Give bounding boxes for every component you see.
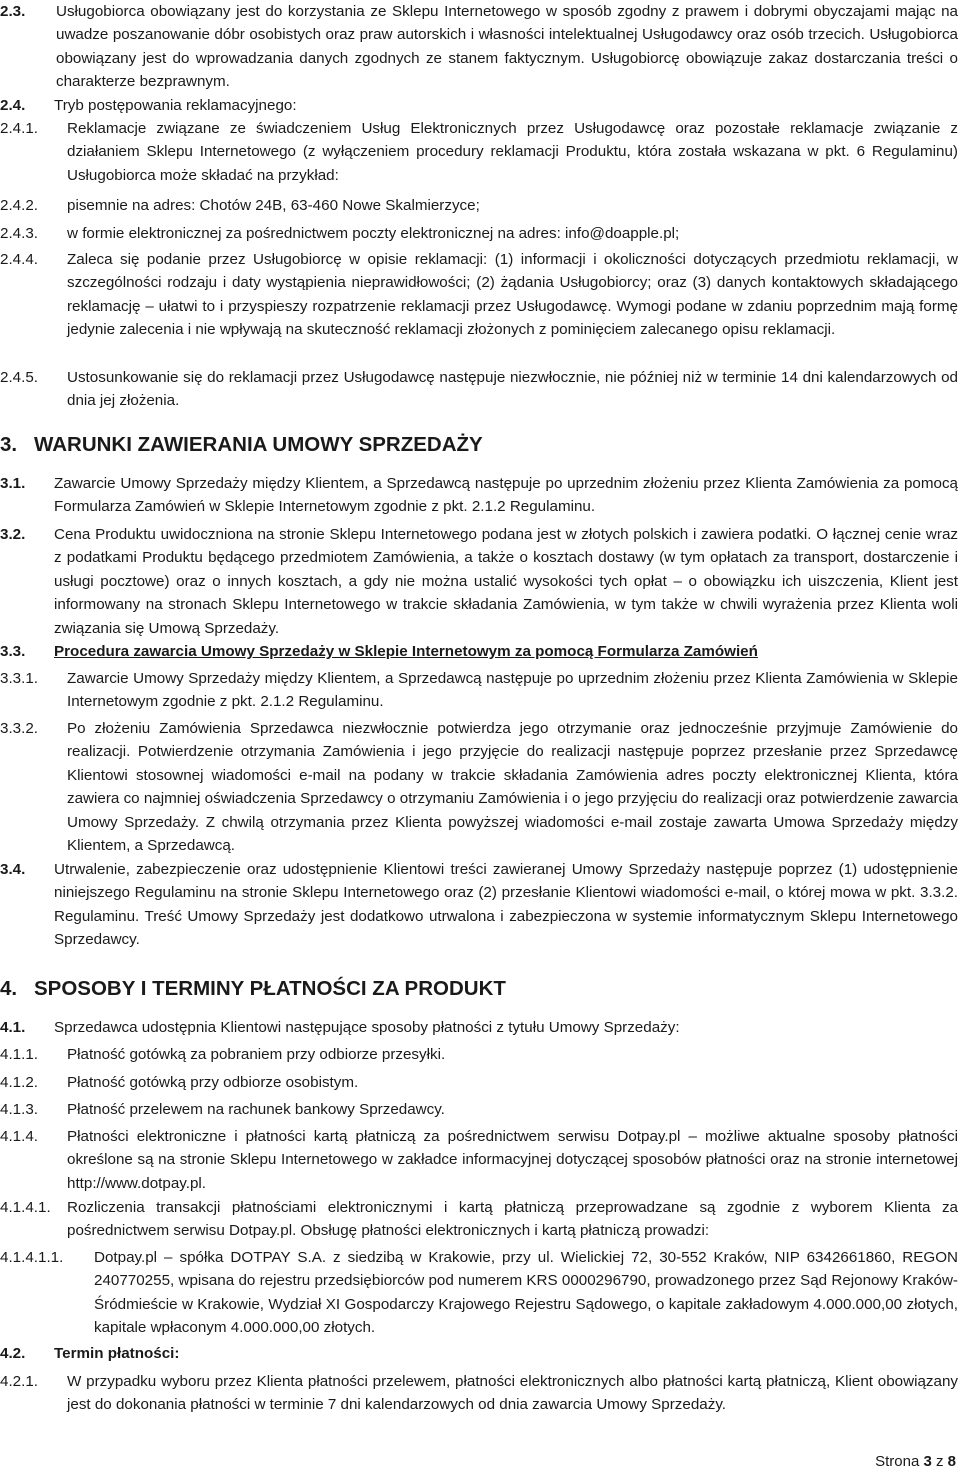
section-text: Rozliczenia transakcji płatnościami elektronicznymi i kartą płatniczą przeprowadzane są zgodnie z wyborem Klienta za pośrednictwem serwisu Dotpay.pl. Obsługę płatności elektronicznych i kartą płatniczą prowadzi: [67,1199,958,1240]
section-3-3-2 [0,717,960,857]
section-number: 2.3. [0,3,26,20]
section-4-2-1 [0,1370,960,1417]
section-text: Reklamacje związane ze świadczeniem Usług Elektronicznych przez Usługodawcę oraz pozostałe reklamacje związanie z działaniem Sklepu Internetowego (z wyłączeniem procedury reklamacji Produktu, która została wskazana w pkt. 6 Regulaminu) Usługobiorca może składać na przykład: [67,120,958,184]
section-2-4-1 [0,117,960,187]
section-text: pisemnie na adres: Chotów 24B, 63-460 Nowe Skalmierzyce; [67,197,480,214]
section-text: Zawarcie Umowy Sprzedaży między Klientem, a Sprzedawcą następuje po uprzednim złożeniu przez Klienta Zamówienia w Sklepie Internetowym zgodnie z pkt. 2.1.2 Regulaminu. [67,670,958,711]
section-4-2 [0,1342,960,1365]
section-number: 3.1. [0,475,26,492]
section-3-2 [0,523,960,640]
section-2-4 [0,94,960,117]
section-2-4-3 [0,222,960,245]
footer-separator: z [935,1453,944,1470]
section-4-1-4-1 [0,1196,960,1243]
section-4-1-4 [0,1125,960,1195]
section-4-1-3 [0,1098,960,1121]
heading-title: SPOSOBY I TERMINY PŁATNOŚCI ZA PRODUKT [34,977,506,1000]
section-text: Cena Produktu uwidoczniona na stronie Sklepu Internetowego podana jest w złotych polskich i zawiera podatki. O łącznej cenie wraz z podatkami Produktu będącego przedmiotem Zamówienia, a także o kosztach dostawy (w tym opłatach za transport, dostarczenie i usługi pocztowe) oraz o innych kosztach, a gdy nie można ustalić wysokości tych opłat – o obowiązku ich uiszczenia, Klient jest informowany na stronach Sklepu Internetowego w trakcie składania Zamówienia, w tym także w chwili wyrażenia przez Klienta woli związania się Umową Sprzedaży. [54,526,958,637]
section-3-3-1 [0,667,960,714]
section-number: 4.1.2. [0,1074,38,1091]
section-number: 3.4. [0,861,26,878]
section-text: Po złożeniu Zamówienia Sprzedawca niezwłocznie potwierdza jego otrzymanie oraz jednocześnie przyjmuje Zamówienie do realizacji. Potwierdzenie otrzymania Zamówienia i jego przyjęcie do realizacji następuje poprzez przesłanie przez Sprzedawcę Klientowi stosownej wiadomości e-mail na podany w trakcie składania Zamówienia adres poczty elektronicznej Klienta, która zawiera co najmniej oświadczenia Sprzedawcy o otrzymaniu Zamówienia i o jego przyjęciu do realizacji oraz potwierdzenie zawarcia Umowy Sprzedaży. Z chwilą otrzymania przez Klienta powyższej wiadomości e-mail zostaje zawarta Umowa Sprzedaży między Klientem, a Sprzedawcą. [67,720,958,855]
section-number: 3.3.2. [0,720,38,737]
section-text: Dotpay.pl – spółka DOTPAY S.A. z siedzibą w Krakowie, przy ul. Wielickiej 72, 30-552 Kraków, NIP 6342661860, REGON 240770255, wpisana do rejestru przedsiębiorców pod numerem KRS 0000296790, prowadzonego przez Sąd Rejonowy Kraków-Śródmieście w Krakowie, Wydział XI Gospodarczy Krajowego Rejestru Sądowego, o kapitale zakładowym 4.000.000,00 złotych, kapitale wpłaconym 4.000.000,00 złotych. [94,1249,958,1337]
section-number: 4.1.3. [0,1101,38,1118]
section-number: 3.3. [0,643,26,660]
footer-total-pages: 8 [947,1453,956,1470]
section-text: Usługobiorca obowiązany jest do korzystania ze Sklepu Internetowego w sposób zgodny z prawem i dobrymi obyczajami mając na uwadze poszanowanie dóbr osobistych oraz praw autorskich i własności intelektualnej Usługodawcy oraz osób trzecich. Usługobiorca obowiązany jest do wprowadzania danych zgodnych ze stanem faktycznym. Usługobiorcę obowiązuje zakaz dostarczania treści o charakterze bezprawnym. [56,3,958,91]
section-text: Płatność przelewem na rachunek bankowy Sprzedawcy. [67,1101,445,1118]
section-2-4-2 [0,194,960,217]
section-number: 2.4.2. [0,197,38,214]
section-number: 4.2. [0,1345,26,1362]
section-title: Termin płatności: [54,1345,180,1362]
section-text: Płatność gotówką przy odbiorze osobistym. [67,1074,359,1091]
section-4-1 [0,1016,960,1039]
section-number: 3.3.1. [0,670,38,687]
section-text: Zawarcie Umowy Sprzedaży między Klientem, a Sprzedawcą następuje po uprzednim złożeniu przez Klienta Zamówienia za pomocą Formularza Zamówień w Sklepie Internetowym zgodnie z pkt. 2.1.2 Regulaminu. [54,475,958,516]
section-number: 4.1. [0,1019,26,1036]
section-text: Zaleca się podanie przez Usługobiorcę w opisie reklamacji: (1) informacji i okoliczności dotyczących przedmiotu reklamacji, w szczególności rodzaju i daty wystąpienia nieprawidłowości; (2) żądania Usługobiorcy; oraz (3) danych kontaktowych składającego reklamację – ułatwi to i przyspieszy rozpatrzenie reklamacji przez Usługodawcę. Wymogi podane w zdaniu poprzednim mają formę jedynie zalecenia i nie wpływają na skuteczność reklamacji złożonych z pominięciem zalecanego opisu reklamacji. [67,251,958,339]
section-number: 2.4.3. [0,225,38,242]
heading-section-3 [0,432,960,458]
section-text: W przypadku wyboru przez Klienta płatności przelewem, płatności elektronicznych albo płatności kartą płatniczą, Klient obowiązany jest do dokonania płatności w terminie 7 dni kalendarzowych od dnia zawarcia Umowy Sprzedaży. [67,1373,958,1414]
section-3-4 [0,858,960,952]
section-text: Płatność gotówką za pobraniem przy odbiorze przesyłki. [67,1046,446,1063]
heading-section-4 [0,976,960,1002]
section-title: Procedura zawarcia Umowy Sprzedaży w Sklepie Internetowym za pomocą Formularza Zamówień [54,643,758,660]
section-number: 4.1.4.1.1. [0,1249,64,1266]
section-number: 4.1.4. [0,1128,38,1145]
section-2-4-4 [0,248,960,342]
section-4-1-4-1-1 [0,1246,960,1340]
section-2-3 [0,0,960,94]
section-text: w formie elektronicznej za pośrednictwem poczty elektronicznej na adres: info@doapple.pl; [67,225,680,242]
heading-title: WARUNKI ZAWIERANIA UMOWY SPRZEDAŻY [34,433,483,456]
section-3-1 [0,472,960,519]
section-number: 4.2.1. [0,1373,38,1390]
section-4-1-1 [0,1043,960,1066]
section-number: 4.1.4.1. [0,1199,51,1216]
section-number: 2.4.1. [0,120,38,137]
section-2-4-5 [0,366,960,413]
section-number: 4.1.1. [0,1046,38,1063]
section-text: Płatności elektroniczne i płatności kartą płatniczą za pośrednictwem serwisu Dotpay.pl – możliwe aktualne sposoby płatności określone są na stronie Sklepu Internetowego w zakładce informacyjnej dotyczącej sposobów płatności oraz na stronie internetowej http://www.dotpay.pl. [67,1128,958,1192]
section-number: 2.4.4. [0,251,38,268]
section-number: 3.2. [0,526,26,543]
heading-number: 4. [0,977,18,1000]
section-text: Sprzedawca udostępnia Klientowi następujące sposoby płatności z tytułu Umowy Sprzedaży: [54,1019,680,1036]
section-text: Utrwalenie, zabezpieczenie oraz udostępnienie Klientowi treści zawieranej Umowy Sprzedaży następuje poprzez (1) udostępnienie niniejszego Regulaminu na stronie Sklepu Internetowego oraz (2) przesłanie Klientowi wiadomości e-mail, o której mowa w pkt. 3.3.2. Regulaminu. Treść Umowy Sprzedaży jest dodatkowo utrwalona i zabezpieczona w systemie informatycznym Sklepu Internetowego Sprzedawcy. [54,861,958,949]
section-4-1-2 [0,1071,960,1094]
page-footer [875,1452,956,1472]
section-number: 2.4.5. [0,369,38,386]
section-number: 2.4. [0,97,26,114]
section-text: Ustosunkowanie się do reklamacji przez Usługodawcę następuje niezwłocznie, nie później niż w terminie 14 dni kalendarzowych od dnia jej złożenia. [67,369,958,410]
section-3-3 [0,640,960,663]
section-text: Tryb postępowania reklamacyjnego: [54,97,297,114]
footer-current-page: 3 [923,1453,932,1470]
footer-label: Strona [875,1453,920,1470]
heading-number: 3. [0,433,18,456]
